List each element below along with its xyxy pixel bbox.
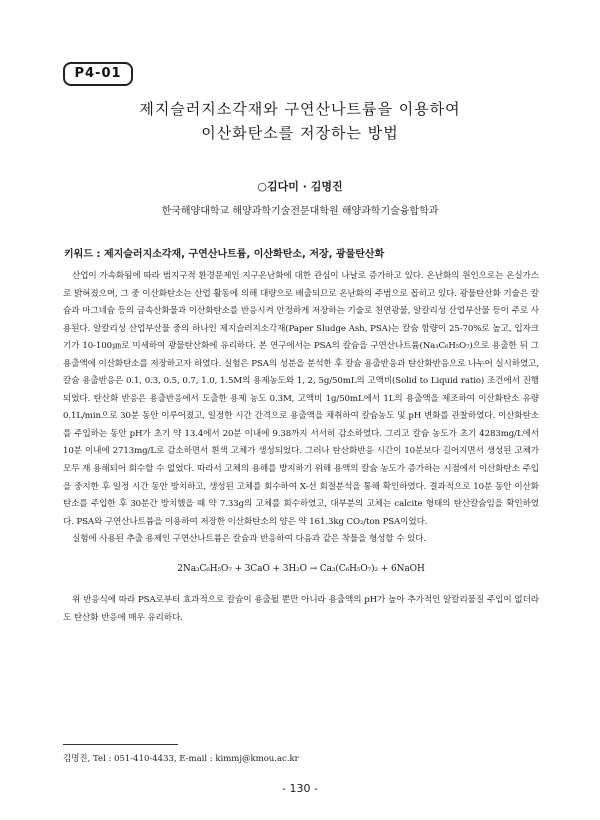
author-affiliation: 한국해양대학교 해양과학기술전문대학원 해양과학기술융합학과 — [161, 206, 439, 217]
abstract-paragraph-1: 산업이 가속화됨에 따라 범지구적 환경문제인 지구온난화에 대한 관심이 나날로 증가하고 있다. 온난화의 원인으로는 온실가스로 밝혀졌으며, 그 중 이산화탄소는 산업 활동에 의해 대량으로 배출되므로 온난화의 주범으로 꼽히고 있다. 광물탄산화 기술은 칼슘과 마그네슘 등의 금속산화물과 이산화탄소를 반응시켜 안정하게 저장하는 기술로 천연광물, 알칼리성 산업부산물 등이 주로 사용된다. 알칼리성 산업부산물 중의 하나인 제지슬러지소각재(Paper Sludge Ash, PSA)는 칼슘 함량이 25-70%로 높고, 입자크기가 10-100㎛로 미세하여 광물탄산화에 유리하다. 본 연구에서는 PSA의 칼슘을 구연산나트륨(Na₃C₆H₅O₇)으로 용출한 뒤 그 용출액에 이산화탄소를 저장하고자 하였다. 실험은 PSA의 성분을 분석한 후 칼슘 용출반응과 탄산화반응으로 나누어 실시하였고, 칼슘 용출반응은 0.1, 0.3, 0.5, 0.7, 1.0, 1.5M의 용제농도와 1, 2, 5g/50mL의 고액비(Solid to Liquid ratio) 조건에서 진행되었다. 탄산화 반응은 용출반응에서 도출한 용제 농도 0.3M, 고액비 1g/50mL에서 1L의 용출액을 제조하여 이산화탄소 유량 0.1L/min으로 30분 동안 이루어졌고, 일정한 시간 간격으로 용출액을 채취하여 칼슘농도 및 pH 변화를 관찰하였다. 이산화탄소를 주입하는 동안 pH가 초기 약 13.4에서 20분 이내에 9.38까지 서서히 감소하였다. 그리고 칼슘 농도가 초기 4283mg/L에서 10분 이내에 2713mg/L로 감소하면서 흰색 고체가 생성되었다. 그러나 탄산화반응 시간이 10분보다 길어지면서 생성된 고체가 모두 재 용해되어 회수할 수 없었다. 따라서 고체의 용해를 방지하기 위해 용액의 칼슘 농도가 증가하는 시점에서 이산화탄소 주입을 중지한 후 일정 시간 동안 방치하고, 생성된 고체를 회수하여 X-선 회절분석을 통해 확인하였다. 결과적으로 10분 동안 이산화탄소를 주입한 후 30분간 방치했을 때 약 7.33g의 고체를 회수하였고, 대부분의 고체는 calcite 형태의 탄산칼슘임을 확인하였다. PSA와 구연산나트륨을 이용하여 저장한 이산화탄소의 양은 약 161.3kg CO₂/ton PSA이었다. — [63, 271, 539, 527]
footnote-divider — [63, 744, 178, 745]
footnote-contact: 김명진, Tel : 051-410-4433, E-mail : kimmj@kmou.ac.kr — [63, 754, 299, 764]
abstract-body — [63, 268, 539, 627]
paper-title-line-2: 이산화탄소를 저장하는 방법 — [201, 124, 399, 142]
author-list: ○김다미 · 김명진 — [257, 180, 343, 193]
abstract-paragraph-3: 위 반응식에 따라 PSA로부터 효과적으로 칼슘이 용출될 뿐만 아니라 용출액의 pH가 높아 추가적인 알칼리물질 주입이 없더라도 탄산화 반응에 매우 유리하다. — [63, 595, 539, 623]
page-number: - 130 - — [282, 782, 318, 795]
abstract-paragraph-2: 실험에 사용된 추출 용제인 구연산나트륨은 칼슘과 반응하여 다음과 같은 착물을 형성할 수 있다. — [72, 534, 427, 545]
paper-title-line-1: 제지슬러지소각재와 구연산나트륨을 이용하여 — [139, 100, 461, 118]
keywords: 키워드 : 제지슬러지소각재, 구연산나트륨, 이산화탄소, 저장, 광물탄산화 — [64, 249, 385, 260]
chemical-equation: 2Na₃C₆H₅O₇ + 3CaO + 3H₂O → Ca₃(C₆H₅O₇)₂ + 6NaOH — [177, 563, 425, 574]
session-code-badge: P4-01 — [63, 62, 133, 86]
